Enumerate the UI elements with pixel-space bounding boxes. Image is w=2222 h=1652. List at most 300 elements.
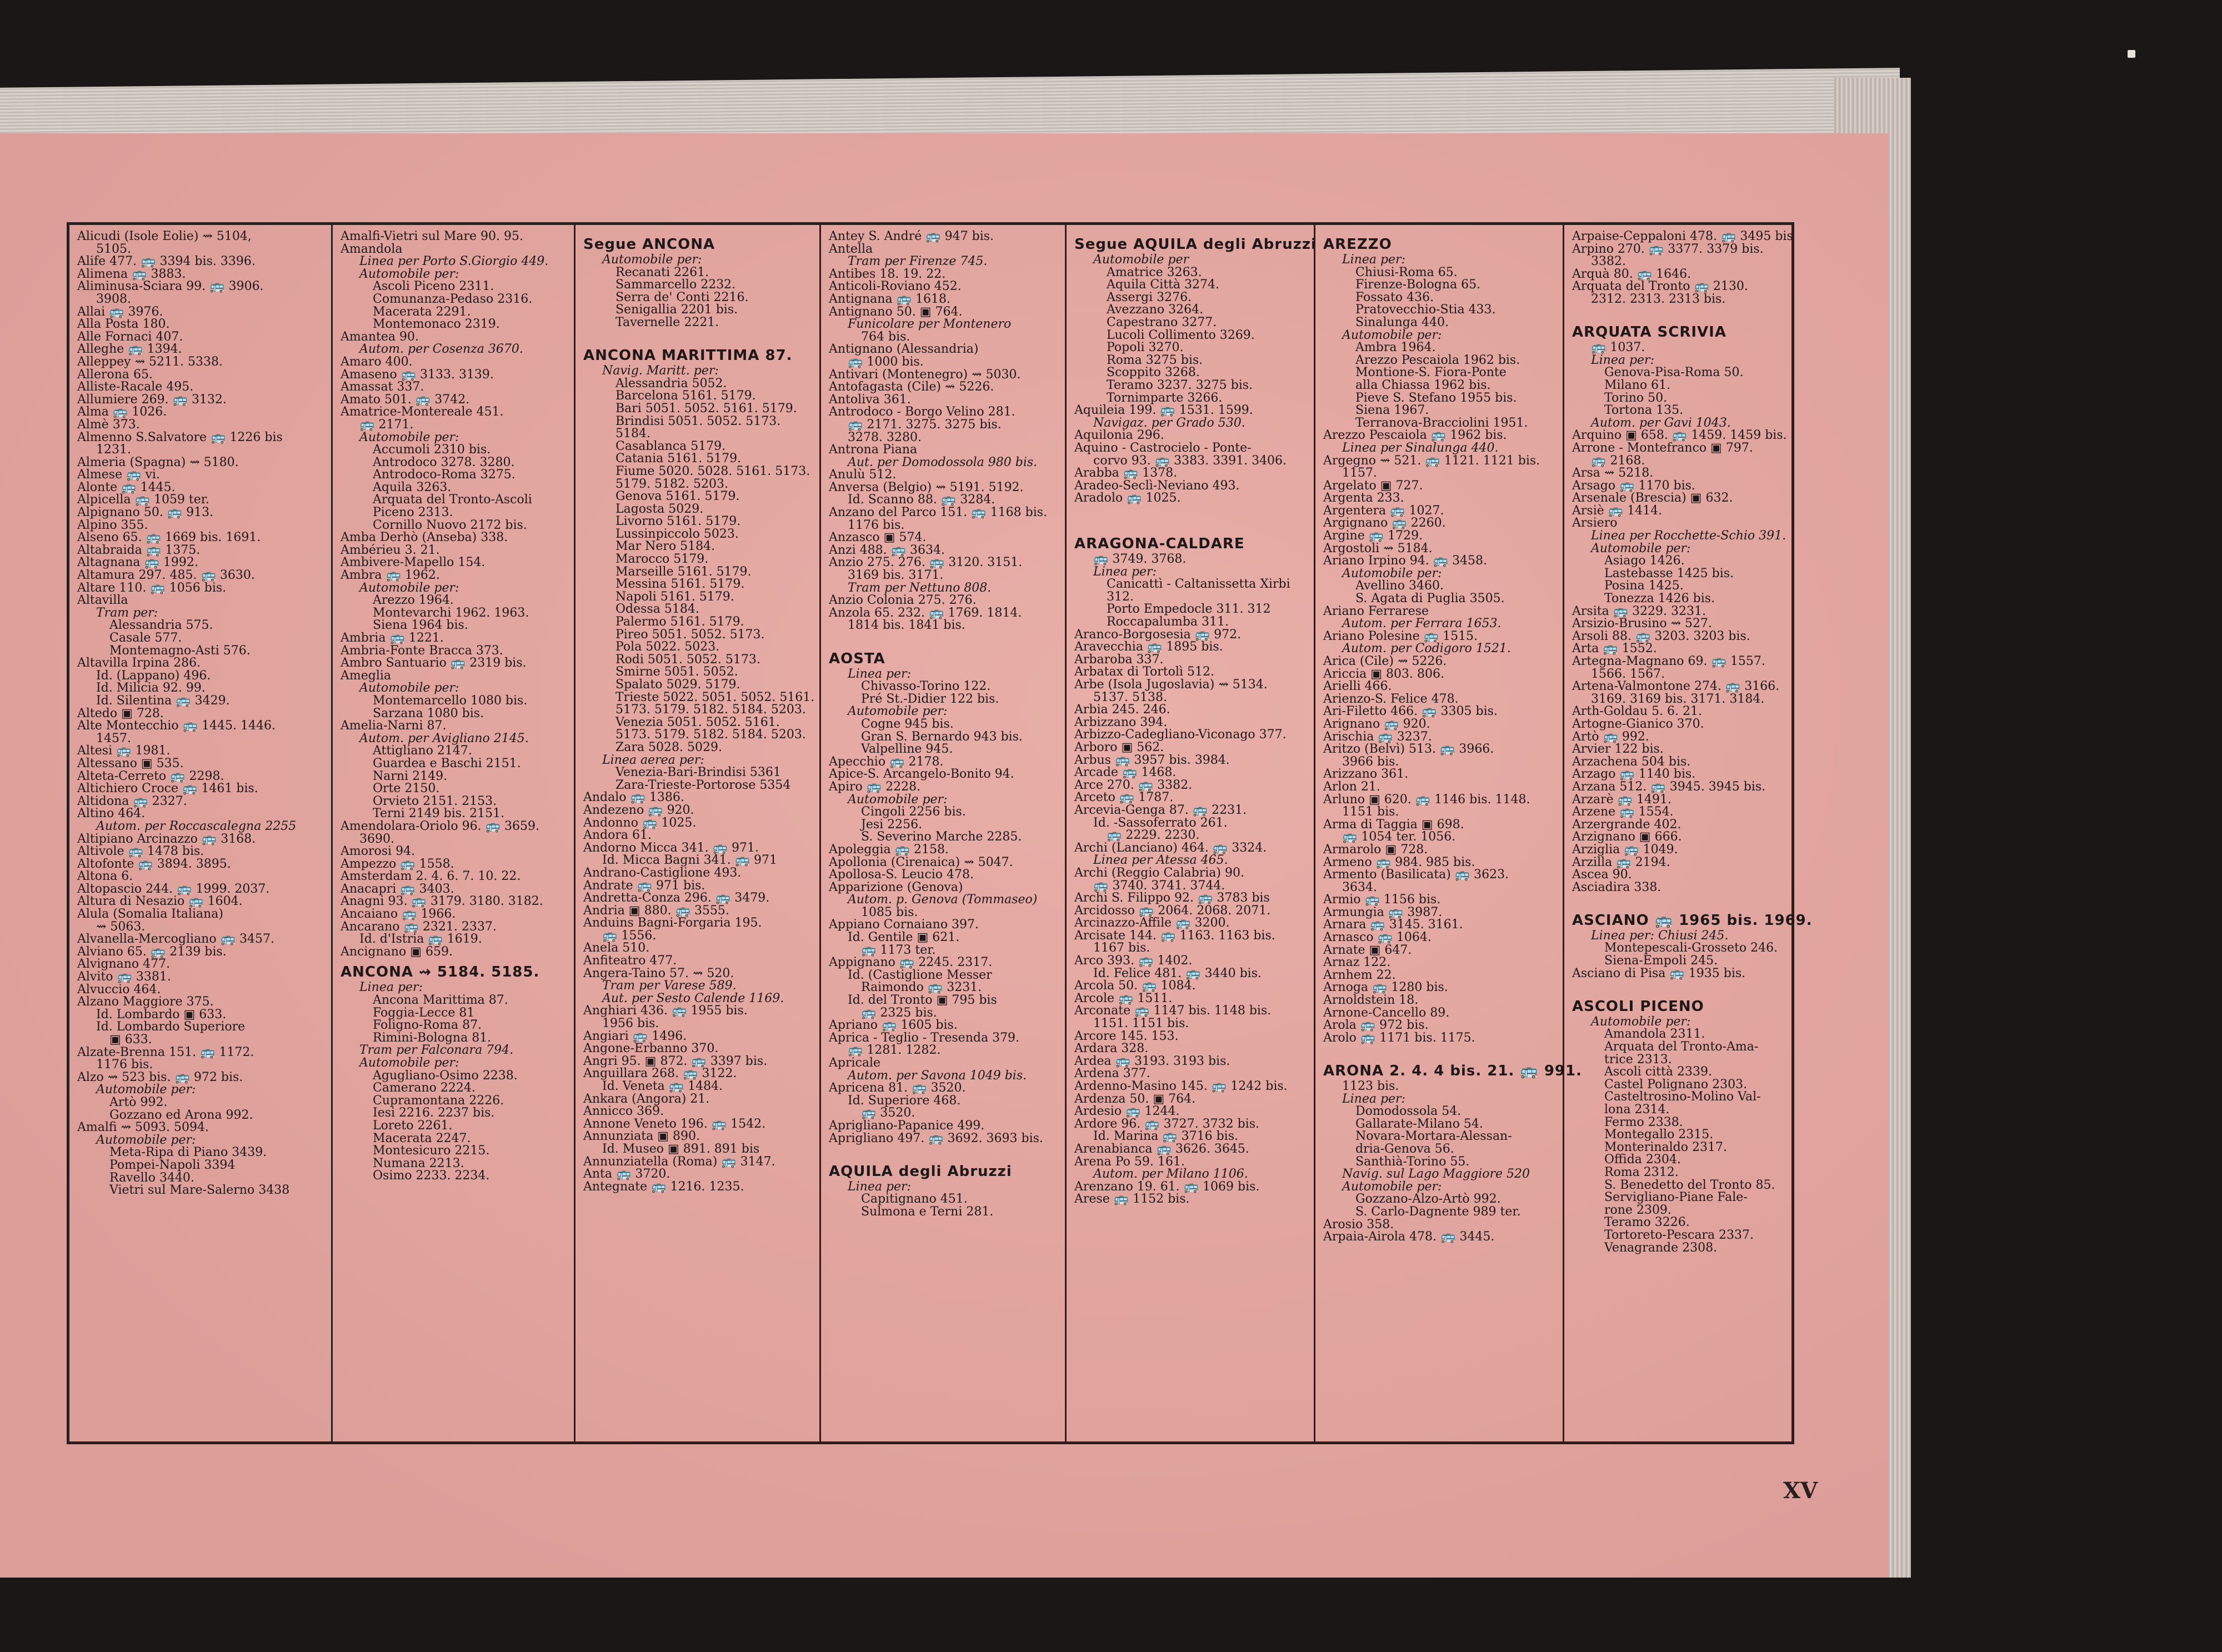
- index-entry: Id. (Castiglione Messer: [848, 968, 992, 982]
- index-entry: Orte 2150.: [373, 782, 440, 796]
- index-entry: Ancaiano 🚌 1966.: [341, 907, 456, 922]
- index-entry: Genova-Pisa-Roma 50.: [1604, 366, 1744, 380]
- index-entry: Arquà 80. 🚌 1646.: [1572, 267, 1691, 281]
- index-entry: Antivari (Montenegro) ⇝ 5030.: [829, 367, 1021, 382]
- index-entry: Amalfi ⇝ 5093. 5094.: [77, 1120, 209, 1135]
- index-entry: Armarolo ▣ 728.: [1323, 842, 1428, 857]
- index-entry: 1123 bis.: [1342, 1079, 1399, 1093]
- index-entry: Alzate-Brenna 151. 🚌 1172.: [77, 1045, 254, 1059]
- index-entry: Apoleggia 🚌 2158.: [829, 842, 949, 857]
- index-entry: Arnoga 🚌 1280 bis.: [1323, 980, 1448, 995]
- index-entry: Aliminusa-Sciara 99. 🚌 3906.: [77, 279, 264, 294]
- index-entry: Aranco-Borgosesia 🚌 972.: [1074, 627, 1242, 642]
- index-entry: Apollosa-S. Leucio 478.: [829, 868, 974, 882]
- index-entry: Armento (Basilicata) 🚌 3623.: [1323, 868, 1509, 882]
- index-entry: Amassat 337.: [341, 380, 424, 394]
- index-entry: 1176 bis.: [848, 518, 905, 532]
- index-entry: 🚌 3740. 3741. 3744.: [1093, 878, 1225, 893]
- index-entry: Altavilla: [77, 593, 128, 608]
- index-entry: 2312. 2313. 2313 bis.: [1591, 292, 1726, 306]
- index-entry: Almenno S.Salvatore 🚌 1226 bis: [77, 430, 283, 444]
- index-entry: Tortoreto-Pescara 2337.: [1604, 1228, 1754, 1242]
- index-entry: Posina 1425.: [1604, 579, 1684, 593]
- index-entry: S. Benedetto del Tronto 85.: [1604, 1178, 1775, 1192]
- index-entry: Altabraida 🚌 1375.: [77, 543, 201, 557]
- index-entry: Automobile per:: [1591, 1014, 1691, 1029]
- index-entry: Alvanella-Mercogliano 🚌 3457.: [77, 932, 274, 947]
- index-entry: Gozzano ed Arona 992.: [109, 1108, 253, 1122]
- index-entry: Almese 🚌 vi.: [77, 468, 160, 482]
- index-entry: Altedo ▣ 728.: [77, 706, 164, 720]
- index-entry: Arezzo Pescaiola 1962 bis.: [1355, 353, 1520, 367]
- index-entry: Arsago 🚌 1170 bis.: [1572, 478, 1695, 493]
- index-entry: Roma 2312.: [1604, 1165, 1679, 1179]
- index-entry: Foligno-Roma 87.: [373, 1018, 482, 1033]
- index-entry: Aradolo 🚌 1025.: [1074, 491, 1181, 505]
- index-entry: Navigaz. per Grado 530.: [1093, 415, 1245, 430]
- index-entry: Lastebasse 1425 bis.: [1604, 566, 1734, 580]
- index-entry: Automobile per:: [359, 267, 459, 281]
- index-entry: 3908.: [96, 292, 131, 306]
- index-entry: Orvieto 2151. 2153.: [373, 794, 497, 808]
- index-entry: Arsenale (Brescia) ▣ 632.: [1572, 491, 1733, 505]
- index-entry: Montemagno-Asti 576.: [109, 643, 251, 658]
- index-entry: Altare 110. 🚌 1056 bis.: [77, 580, 227, 595]
- index-entry: Allai 🚌 3976.: [77, 304, 163, 319]
- index-entry: Arquata del Tronto-Ama-: [1604, 1040, 1759, 1054]
- index-entry: Arnate ▣ 647.: [1323, 943, 1412, 957]
- index-entry: Altopascio 244. 🚌 1999. 2037.: [77, 882, 270, 896]
- index-entry: Anfiteatro 477.: [583, 954, 677, 968]
- index-entry: Alessandria 5052.: [615, 376, 727, 391]
- index-entry: Ambra 🚌 1962.: [341, 568, 440, 583]
- index-entry: Alleppey ⇝ 5211. 5338.: [77, 354, 223, 369]
- index-entry: Ardenno-Masino 145. 🚌 1242 bis.: [1074, 1079, 1288, 1093]
- section-heading: AQUILA degli Abruzzi: [829, 1163, 1012, 1180]
- index-entry: Arta 🚌 1552.: [1572, 642, 1657, 656]
- index-entry: Arsiero: [1572, 516, 1618, 530]
- index-entry: Fermo 2338.: [1604, 1115, 1683, 1129]
- index-column-6: [1315, 225, 1582, 1441]
- index-entry: Tram per:: [96, 605, 158, 620]
- index-entry: Arizzano 361.: [1323, 767, 1409, 782]
- index-entry: Amandola 2311.: [1604, 1027, 1705, 1042]
- index-entry: Domodossola 54.: [1355, 1104, 1462, 1119]
- index-entry: ⇝ 5063.: [96, 919, 146, 934]
- index-entry: Arbatax di Tortolì 512.: [1074, 665, 1214, 679]
- index-entry: Artogne-Gianico 370.: [1572, 717, 1704, 731]
- index-entry: Montesicuro 2215.: [373, 1144, 490, 1158]
- index-entry: 5105.: [96, 242, 131, 256]
- index-entry: Pireo 5051. 5052. 5173.: [615, 627, 765, 642]
- index-entry: Autom. per Cosenza 3670.: [359, 342, 523, 357]
- index-entry: Allumiere 269. 🚌 3132.: [77, 392, 227, 407]
- index-entry: Altessano ▣ 535.: [77, 756, 184, 770]
- index-entry: 🚌 2171. 3275. 3275 bis.: [848, 417, 1002, 432]
- index-entry: 5184.: [615, 427, 650, 441]
- index-entry: Narni 2149.: [373, 769, 448, 783]
- index-entry: Id. del Tronto ▣ 795 bis: [848, 993, 997, 1008]
- index-entry: Roma 3275 bis.: [1107, 353, 1203, 367]
- index-entry: Antegnate 🚌 1216. 1235.: [583, 1179, 744, 1194]
- index-entry: Aprigliano-Papanice 499.: [829, 1118, 985, 1133]
- index-entry: Automobile per:: [848, 792, 948, 807]
- index-entry: Arzarè 🚌 1491.: [1572, 792, 1672, 807]
- index-column-3: [575, 225, 821, 1441]
- index-entry: Arcevia-Genga 87. 🚌 2231.: [1074, 803, 1247, 817]
- index-entry: lona 2314.: [1604, 1103, 1670, 1117]
- index-entry: Linea per Atessa 465.: [1093, 853, 1228, 868]
- index-entry: Linea per Porto S.Giorgio 449.: [359, 254, 549, 269]
- index-entry: Alula (Somalia Italiana): [77, 907, 224, 922]
- index-entry: Ankara (Angora) 21.: [583, 1092, 710, 1106]
- index-entry: Attigliano 2147.: [373, 744, 472, 758]
- section-heading: ANCONA MARITTIMA 87.: [583, 347, 793, 364]
- index-entry: Arezzo 1964.: [373, 593, 454, 608]
- index-entry: Macerata 2291.: [373, 304, 471, 319]
- index-entry: 🚌 2229. 2230.: [1107, 828, 1200, 843]
- index-entry: Arconate 🚌 1147 bis. 1148 bis.: [1074, 1004, 1272, 1018]
- index-entry: Monterinaldo 2317.: [1604, 1140, 1727, 1154]
- index-entry: Serra de' Conti 2216.: [615, 290, 749, 304]
- index-entry: Arpaia-Airola 478. 🚌 3445.: [1323, 1230, 1495, 1244]
- index-entry: Arbe (Isola Jugoslavia) ⇝ 5134.: [1074, 678, 1268, 692]
- index-entry: Scoppito 3268.: [1107, 366, 1200, 380]
- index-entry: Altura di Nesazio 🚌 1604.: [77, 894, 243, 909]
- index-entry: Autom. per Milano 1106.: [1093, 1167, 1248, 1182]
- index-entry: Autom. per Codigoro 1521.: [1342, 642, 1511, 656]
- index-entry: Tram per Firenze 745.: [848, 254, 988, 269]
- index-entry: Ascea 90.: [1572, 868, 1632, 882]
- index-entry: Milano 61.: [1604, 378, 1671, 392]
- index-entry: 🚌 3520.: [861, 1106, 915, 1120]
- section-heading: ASCOLI PICENO: [1572, 998, 1704, 1015]
- index-entry: Arrone - Montefranco ▣ 797.: [1572, 440, 1753, 455]
- index-entry: Amba Derhò (Anseba) 338.: [341, 530, 508, 545]
- index-entry: Andrano-Castiglione 493.: [583, 865, 742, 880]
- index-entry: Raimondo 🚌 3231.: [861, 980, 982, 995]
- index-entry: Id. Micca Bagni 341. 🚌 971: [602, 853, 777, 868]
- index-entry: Foggia-Lecce 81: [373, 1005, 475, 1020]
- index-entry: Recanati 2261.: [615, 265, 709, 279]
- index-entry: Amorosi 94.: [341, 844, 416, 859]
- index-entry: Altidona 🚌 2327.: [77, 794, 187, 808]
- index-entry: Alte Montecchio 🚌 1445. 1446.: [77, 719, 276, 733]
- index-entry: Amatrice-Montereale 451.: [341, 405, 504, 419]
- index-entry: Avezzano 3264.: [1107, 303, 1204, 317]
- index-entry: Anzano del Parco 151. 🚌 1168 bis.: [829, 505, 1048, 520]
- index-entry: Ravello 3440.: [109, 1170, 194, 1185]
- index-entry: Linea per:: [1591, 353, 1654, 367]
- index-entry: Alma 🚌 1026.: [77, 405, 167, 419]
- index-entry: Annunziata ▣ 890.: [583, 1129, 700, 1144]
- index-entry: Sulmona e Terni 281.: [861, 1204, 994, 1219]
- index-entry: Id. Milicia 92. 99.: [96, 681, 206, 695]
- index-entry: Gozzano-Alzo-Artò 992.: [1355, 1192, 1501, 1207]
- index-entry: Alteta-Cerreto 🚌 2298.: [77, 769, 224, 783]
- index-entry: Id. Museo ▣ 891. 891 bis: [602, 1142, 760, 1156]
- index-entry: Navig. Maritt. per:: [602, 364, 719, 378]
- index-entry: Aritzo (Belvì) 513. 🚌 3966.: [1323, 742, 1494, 757]
- index-entry: Andora 61.: [583, 828, 652, 843]
- index-entry: Antey S. André 🚌 947 bis.: [829, 229, 994, 243]
- index-entry: Ancignano ▣ 659.: [341, 944, 453, 959]
- index-entry: Automobile per:: [602, 253, 702, 267]
- index-entry: Id. Superiore 468.: [848, 1093, 961, 1108]
- index-entry: 1814 bis. 1841 bis.: [848, 618, 965, 633]
- section-heading: ANCONA ⇝ 5184. 5185.: [341, 964, 540, 981]
- index-entry: rone 2309.: [1604, 1203, 1671, 1217]
- index-entry: Vietri sul Mare-Salerno 3438: [109, 1183, 290, 1198]
- index-entry: Venezia 5051. 5052. 5161.: [615, 715, 780, 729]
- index-entry: Automobile per:: [359, 430, 459, 444]
- index-entry: Aquilonia 296.: [1074, 428, 1164, 443]
- index-entry: 🚌 2325 bis.: [861, 1005, 937, 1020]
- index-entry: 3966 bis.: [1342, 754, 1399, 769]
- index-entry: Id. Scanno 88. 🚌 3284.: [848, 493, 995, 507]
- index-entry: Apricale: [829, 1056, 881, 1070]
- index-entry: Altona 6.: [77, 869, 133, 884]
- index-entry: 1085 bis.: [861, 905, 918, 919]
- index-entry: Armeno 🚌 984. 985 bis.: [1323, 855, 1475, 869]
- index-entry: Arnaz 122.: [1323, 955, 1391, 970]
- index-entry: Aut. per Domodossola 980 bis.: [848, 455, 1038, 469]
- index-entry: Annone Veneto 196. 🚌 1542.: [583, 1117, 766, 1131]
- index-entry: Numana 2213.: [373, 1156, 464, 1170]
- index-entry: Tram per Nettuno 808.: [848, 580, 992, 595]
- index-entry: Alessandria 575.: [109, 618, 213, 633]
- index-entry: Arezzo Pescaiola 🚌 1962 bis.: [1323, 428, 1507, 443]
- index-entry: 3382.: [1591, 254, 1626, 269]
- index-entry: Montevarchi 1962. 1963.: [373, 605, 529, 620]
- index-entry: Marseille 5161. 5179.: [615, 564, 752, 579]
- index-entry: Loreto 2261.: [373, 1118, 453, 1133]
- index-entry: Arzilla 🚌 2194.: [1572, 855, 1670, 869]
- index-entry: Archi (Lanciano) 464. 🚌 3324.: [1074, 840, 1267, 855]
- index-entry: Arielli 466.: [1323, 679, 1392, 694]
- index-entry: Funicolare per Montenero: [848, 317, 1012, 332]
- index-entry: Altichiero Croce 🚌 1461 bis.: [77, 782, 258, 796]
- index-entry: Catania 5161. 5179.: [615, 452, 742, 466]
- index-entry: Ameglia: [341, 668, 392, 683]
- index-entry: Arnara 🚌 3145. 3161.: [1323, 918, 1463, 932]
- section-heading: ARQUATA SCRIVIA: [1572, 324, 1726, 341]
- index-entry: Antrodoco 3278. 3280.: [373, 455, 515, 469]
- index-entry: Arbizzano 394.: [1074, 715, 1168, 729]
- index-entry: Andrate 🚌 971 bis.: [583, 878, 705, 893]
- index-entry: Antrodoco - Borgo Velino 281.: [829, 405, 1015, 419]
- index-entry: Accumoli 2310 bis.: [373, 443, 491, 457]
- index-entry: Anzio Colonia 275. 276.: [829, 593, 977, 608]
- index-column-7: [1564, 225, 1813, 1441]
- index-entry: Rimini-Bologna 81.: [373, 1030, 492, 1045]
- index-entry: Id. Marina 🚌 3716 bis.: [1093, 1129, 1239, 1144]
- index-entry: Andorno Micca 341. 🚌 971.: [583, 840, 759, 855]
- index-entry: Arzana 512. 🚌 3945. 3945 bis.: [1572, 779, 1766, 794]
- index-entry: Ardore 96. 🚌 3727. 3732 bis.: [1074, 1117, 1259, 1131]
- index-entry: 🚌 1054 ter. 1056.: [1342, 830, 1456, 844]
- index-entry: 🚌 2171.: [359, 417, 414, 432]
- index-entry: [1074, 517, 1309, 530]
- index-entry: Anta 🚌 3720.: [583, 1167, 670, 1182]
- index-entry: Gran S. Bernardo 943 bis.: [861, 729, 1023, 744]
- index-entry: Allerona 65.: [77, 367, 153, 382]
- index-entry: Antignano 50. ▣ 764.: [829, 304, 963, 319]
- index-entry: Andretta-Conza 296. 🚌 3479.: [583, 891, 770, 905]
- index-entry: Automobile per:: [96, 1083, 196, 1097]
- index-entry: Zara 5028. 5029.: [615, 740, 722, 754]
- index-entry: Trieste 5022. 5051. 5052. 5161.: [615, 690, 815, 704]
- index-entry: Automobile per:: [359, 580, 459, 595]
- index-entry: Annunziatella (Roma) 🚌 3147.: [583, 1154, 775, 1169]
- index-entry: Alla Posta 180.: [77, 317, 170, 332]
- index-entry: Fiume 5020. 5028. 5161. 5173.: [615, 464, 810, 478]
- index-entry: Ariano Polesine 🚌 1515.: [1323, 629, 1478, 643]
- index-entry: Arzignano ▣ 666.: [1572, 830, 1682, 844]
- index-entry: Alliste-Racale 495.: [77, 380, 194, 394]
- index-entry: Sinalunga 440.: [1355, 315, 1449, 329]
- index-entry: Popoli 3270.: [1107, 341, 1184, 355]
- index-entry: Odessa 5184.: [615, 602, 699, 617]
- index-entry: Andonno 🚌 1025.: [583, 815, 697, 830]
- index-entry: Apparizione (Genova): [829, 880, 963, 894]
- index-entry: [583, 329, 815, 342]
- index-entry: Amandola: [341, 242, 403, 256]
- index-entry: Genova 5161. 5179.: [615, 489, 740, 504]
- index-entry: Arienzo-S. Felice 478.: [1323, 692, 1459, 706]
- index-entry: Anzasco ▣ 574.: [829, 530, 927, 545]
- index-entry: Andria ▣ 880. 🚌 3555.: [583, 903, 729, 918]
- index-entry: Alimena 🚌 3883.: [77, 267, 186, 281]
- index-entry: Alzo ⇝ 523 bis. 🚌 972 bis.: [77, 1070, 243, 1084]
- index-entry: Automobile per:: [96, 1133, 196, 1147]
- index-entry: Napoli 5161. 5179.: [615, 589, 734, 604]
- index-entry: Aquila Città 3274.: [1107, 278, 1219, 292]
- index-entry: Alife 477. 🚌 3394 bis. 3396.: [77, 254, 256, 269]
- index-entry: Assergi 3276.: [1107, 290, 1192, 304]
- index-entry: ▣ 633.: [109, 1033, 152, 1047]
- index-entry: Arzago 🚌 1140 bis.: [1572, 767, 1696, 782]
- index-entry: Amaseno 🚌 3133. 3139.: [341, 367, 494, 382]
- index-entry: Linea per:: [848, 1179, 911, 1194]
- index-entry: Pola 5022. 5023.: [615, 640, 720, 654]
- index-entry: Aquino - Castrocielo - Ponte-: [1074, 440, 1252, 455]
- index-entry: Ariccia ▣ 803. 806.: [1323, 667, 1444, 681]
- index-entry: Alpignano 50. 🚌 913.: [77, 505, 214, 520]
- index-entry: Altavilla Irpina 286.: [77, 656, 201, 670]
- index-entry: Pieve S. Stefano 1955 bis.: [1355, 391, 1517, 405]
- index-entry: Rodi 5051. 5052. 5173.: [615, 652, 760, 667]
- index-entry: Arluno ▣ 620. 🚌 1146 bis. 1148.: [1323, 792, 1530, 807]
- index-entry: Alviano 65. 🚌 2139 bis.: [77, 944, 227, 959]
- index-entry: 1956 bis.: [602, 1017, 659, 1031]
- index-entry: Alpicella 🚌 1059 ter.: [77, 493, 209, 507]
- index-entry: Id. -Sassoferrato 261.: [1093, 815, 1228, 830]
- index-entry: Apollonia (Cirenaica) ⇝ 5047.: [829, 855, 1013, 869]
- index-entry: Teramo 3226.: [1604, 1215, 1690, 1230]
- index-entry: Tonezza 1426 bis.: [1604, 592, 1715, 606]
- section-heading: AOSTA: [829, 650, 885, 667]
- index-entry: Arsizio-Brusino ⇝ 527.: [1572, 617, 1713, 631]
- index-entry: Apriano 🚌 1605 bis.: [829, 1018, 958, 1033]
- index-entry: Tram per Varese 589.: [602, 979, 737, 993]
- index-entry: alla Chiassa 1962 bis.: [1355, 378, 1491, 392]
- index-entry: Altesi 🚌 1981.: [77, 744, 171, 758]
- index-entry: 🚌 1037.: [1591, 341, 1645, 355]
- index-entry: Autom. per Avigliano 2145.: [359, 731, 529, 745]
- index-entry: Arziglia 🚌 1049.: [1572, 842, 1678, 857]
- index-entry: 1566. 1567.: [1591, 667, 1665, 681]
- index-entry: Altamura 297. 485. 🚌 3630.: [77, 568, 255, 583]
- index-entry: Amaro 400.: [341, 354, 413, 369]
- index-entry: Capestrano 3277.: [1107, 315, 1217, 329]
- index-entry: Linea per:: [848, 667, 911, 681]
- index-entry: Venezia-Bari-Brindisi 5361: [615, 765, 781, 780]
- index-entry: Lagosta 5029.: [615, 502, 704, 516]
- index-entry: [1074, 505, 1309, 518]
- index-entry: Linea per:: [359, 980, 423, 995]
- index-entry: Smirne 5051. 5052.: [615, 665, 738, 679]
- index-entry: 1151. 1151 bis.: [1093, 1017, 1189, 1031]
- index-entry: Id. (Lappano) 496.: [96, 668, 211, 683]
- index-entry: Automobile per:: [1342, 1179, 1442, 1194]
- index-entry: [1572, 306, 1787, 319]
- index-entry: Automobile per:: [1591, 541, 1691, 555]
- index-entry: Linea per Sinalunga 440.: [1342, 440, 1499, 455]
- index-entry: Anticoli-Roviano 452.: [829, 279, 962, 294]
- index-entry: 1231.: [96, 443, 131, 457]
- index-entry: Montione-S. Fiora-Ponte: [1355, 366, 1507, 380]
- index-entry: Autom. per Ferrara 1653.: [1342, 617, 1502, 631]
- index-entry: Aquileia 199. 🚌 1531. 1599.: [1074, 403, 1253, 418]
- index-entry: Iesi 2216. 2237 bis.: [373, 1106, 495, 1120]
- index-entry: Artegna-Magnano 69. 🚌 1557.: [1572, 654, 1765, 668]
- index-entry: Ambivere-Mapello 154.: [341, 555, 486, 570]
- index-entry: 3169 bis. 3171.: [848, 568, 944, 583]
- section-heading: Segue ANCONA: [583, 236, 715, 253]
- index-entry: [829, 1145, 1060, 1158]
- index-entry: Argine 🚌 1729.: [1323, 529, 1423, 543]
- index-entry: Arbizzo-Cadegliano-Viconago 377.: [1074, 728, 1287, 742]
- index-entry: Automobile per:: [848, 704, 948, 719]
- index-entry: Autom. per Savona 1049 bis.: [848, 1068, 1027, 1083]
- index-entry: Ancarano 🚌 2321. 2337.: [341, 919, 497, 934]
- index-entry: Piceno 2313.: [373, 505, 453, 520]
- index-entry: Arcinazzo-Affile 🚌 3200.: [1074, 916, 1230, 930]
- index-entry: Tornimparte 3266.: [1107, 391, 1223, 405]
- index-entry: Aravecchia 🚌 1895 bis.: [1074, 640, 1223, 654]
- index-entry: Id. Lombardo ▣ 633.: [96, 1007, 227, 1022]
- index-entry: Arena Po 59. 161.: [1074, 1154, 1185, 1169]
- index-entry: Aprigliano 497. 🚌 3692. 3693 bis.: [829, 1131, 1043, 1145]
- index-entry: Anghiari 436. 🚌 1955 bis.: [583, 1004, 748, 1018]
- index-entry: [1572, 894, 1787, 907]
- index-entry: 1457.: [96, 731, 131, 745]
- index-entry: Anduins Bagni-Forgaria 195.: [583, 916, 762, 930]
- index-entry: Arese 🚌 1152 bis.: [1074, 1192, 1190, 1207]
- index-entry: Aut. per Sesto Calende 1169.: [602, 991, 784, 1005]
- index-entry: Fossato 436.: [1355, 290, 1434, 304]
- index-column-1: [69, 225, 333, 1441]
- index-entry: Aquila 3263.: [373, 480, 452, 494]
- index-entry: Antignano (Alessandria): [829, 342, 979, 357]
- index-entry: Torino 50.: [1604, 391, 1668, 405]
- index-entry: Siena 1964 bis.: [373, 618, 468, 633]
- index-entry: Angera-Taino 57. ⇝ 520.: [583, 966, 734, 980]
- index-entry: Camerano 2224.: [373, 1081, 476, 1095]
- index-entry: 312.: [1107, 589, 1134, 604]
- index-entry: Arnone-Cancello 89.: [1323, 1005, 1450, 1020]
